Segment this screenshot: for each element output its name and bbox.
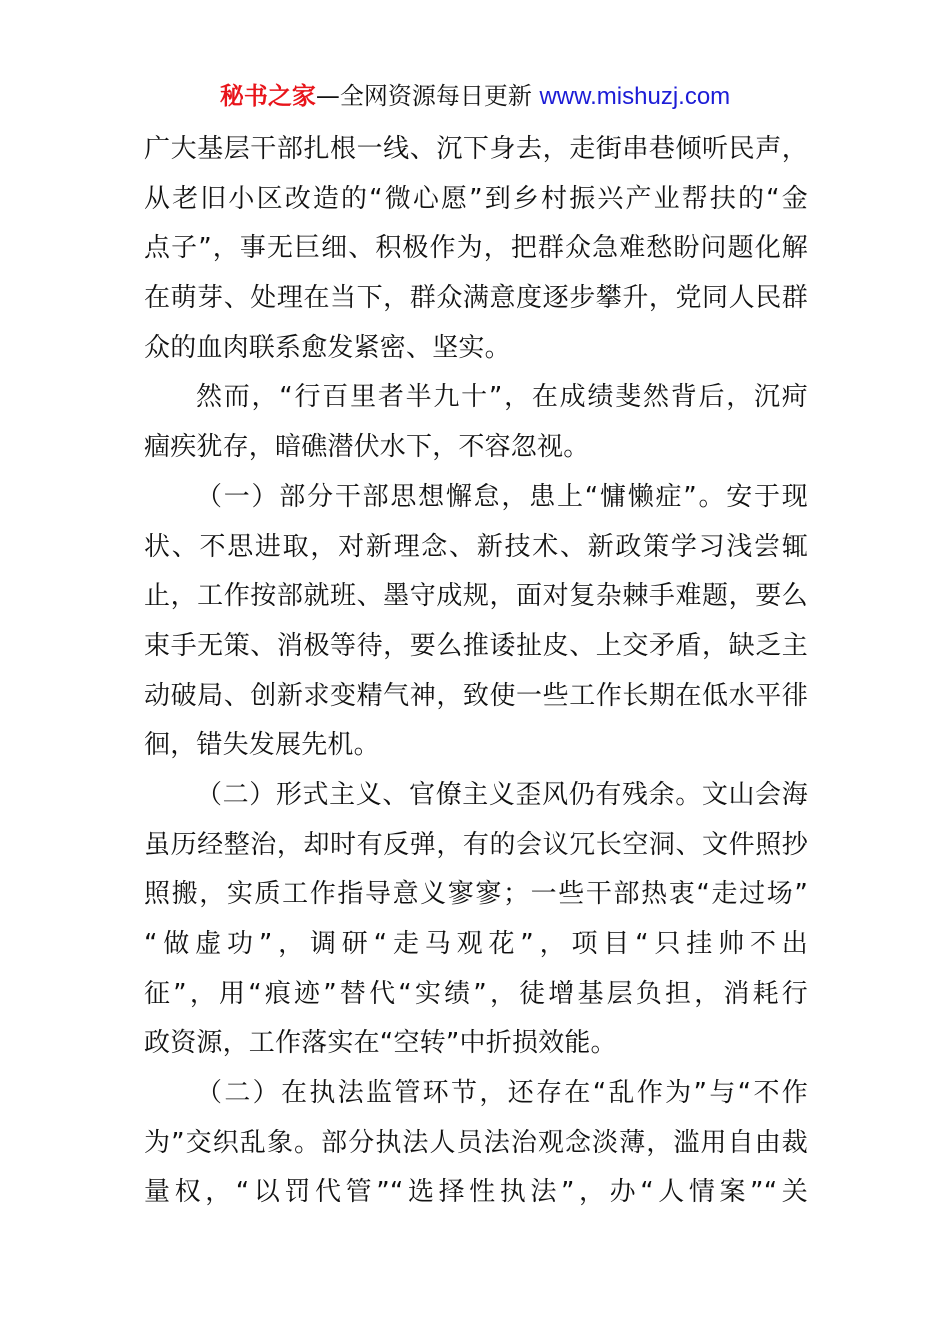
brand-name: 秘书之家	[219, 82, 316, 110]
text-line: 然而，“行百里者半九十”，在成绩斐然背后，沉疴	[196, 382, 808, 413]
text-line: 束手无策、消极等待，要么推诿扯皮、上交矛盾，缺乏主	[144, 630, 808, 661]
text-line: 为”交织乱象。部分执法人员法治观念淡薄，滥用自由裁	[144, 1127, 808, 1158]
text-line: 痼疾犹存，暗礁潜伏水下，不容忽视。	[144, 432, 590, 463]
text-line: “做虚功”，调研“走马观花”，项目“只挂帅不出	[144, 929, 808, 959]
text-line: （二）形式主义、官僚主义歪风仍有残余。文山会海	[196, 779, 808, 810]
text-line: 广大基层干部扎根一线、沉下身去，走街串巷倾听民声，	[144, 134, 808, 164]
text-line: 虽历经整治，却时有反弹，有的会议冗长空洞、文件照抄	[144, 829, 808, 860]
header-tagline: —全网资源每日更新	[315, 82, 532, 110]
text-line: 动破局、创新求变精气神，致使一些工作长期在低水平徘	[144, 680, 808, 711]
text-line: 政资源，工作落实在“空转”中折损效能。	[144, 1028, 617, 1059]
document-body	[144, 125, 808, 1218]
page-header	[0, 80, 950, 113]
text-line: （二）在执法监管环节，还存在“乱作为”与“不作	[196, 1078, 808, 1109]
text-line: 止，工作按部就班、墨守成规，面对复杂棘手难题，要么	[144, 581, 808, 612]
text-line: 照搬，实质工作指导意义寥寥；一些干部热衷“走过场”	[144, 879, 808, 910]
text-line: 点子”，事无巨细、积极作为，把群众急难愁盼问题化解	[144, 233, 808, 264]
text-line: （一）部分干部思想懈怠，患上“慵懒症”。安于现	[196, 481, 808, 512]
site-url-link[interactable]: www.mishuzj.com	[539, 83, 731, 110]
text-line: 从老旧小区改造的“微心愿”到乡村振兴产业帮扶的“金	[144, 183, 808, 214]
text-line: 征”，用“痕迹”替代“实绩”，徒增基层负担，消耗行	[144, 978, 808, 1009]
text-line: 状、不思进取，对新理念、新技术、新政策学习浅尝辄	[144, 531, 808, 562]
text-line: 众的血肉联系愈发紧密、坚实。	[144, 332, 511, 363]
text-line: 徊，错失发展先机。	[144, 730, 380, 761]
text-line: 在萌芽、处理在当下，群众满意度逐步攀升，党同人民群	[144, 283, 808, 314]
text-line: 量权，“以罚代管”“选择性执法”，办“人情案”“关	[144, 1177, 808, 1208]
